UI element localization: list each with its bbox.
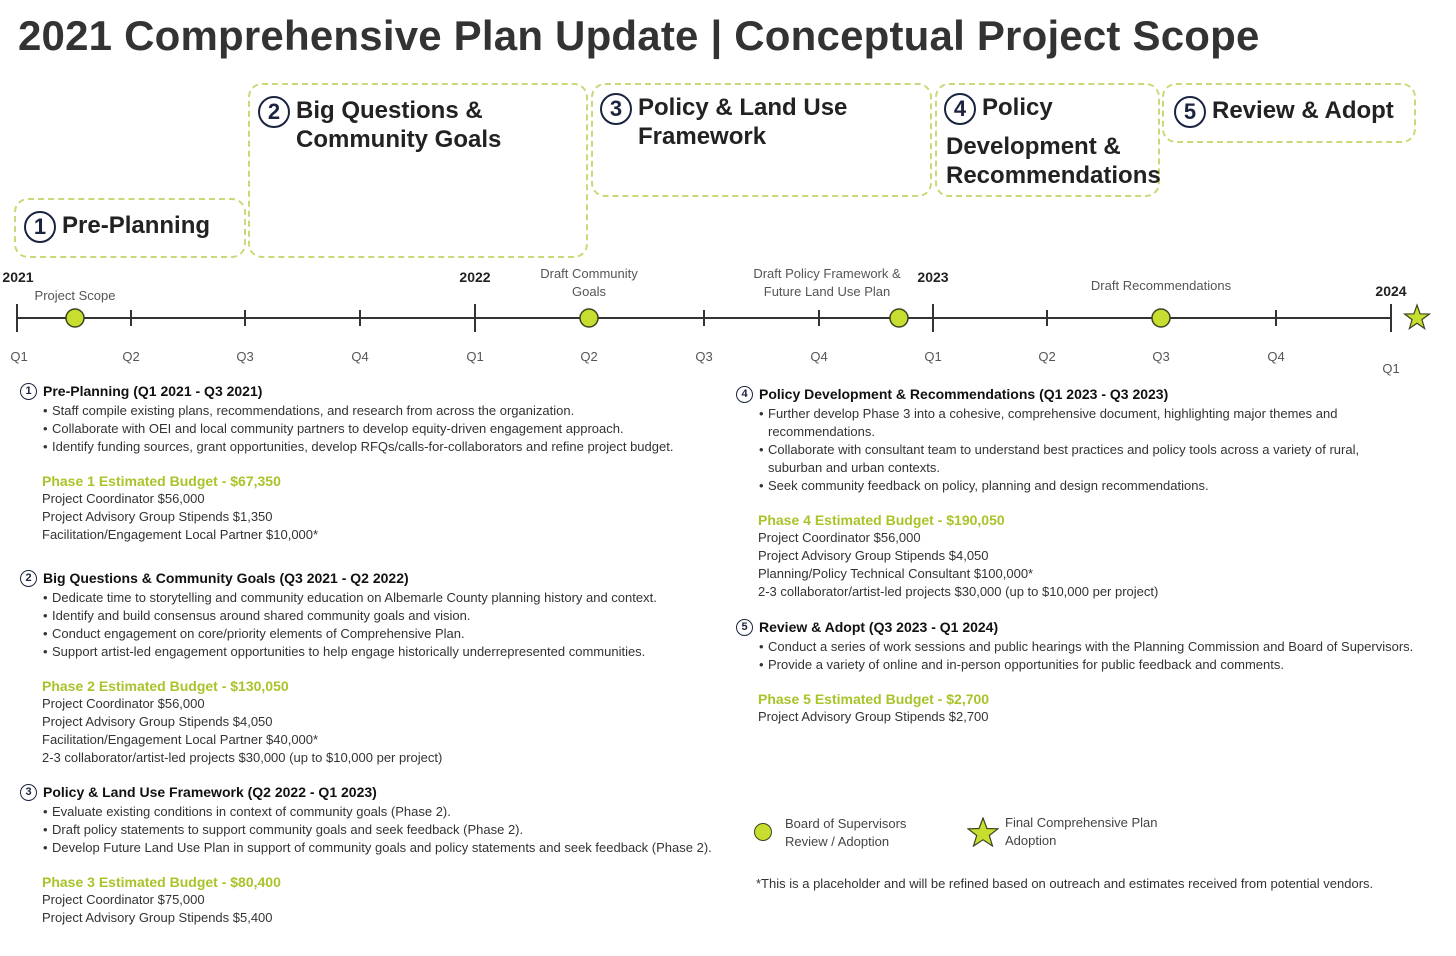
phase-1-header <box>24 211 210 243</box>
quarter-label: Q3 <box>695 349 713 364</box>
budget-item: Facilitation/Engagement Local Partner $40,000* <box>42 732 319 747</box>
phase-1-budget-items <box>42 490 732 544</box>
phase-1-number: 1 <box>24 211 56 243</box>
quarter-label: Q1 <box>10 349 28 364</box>
section-2 <box>25 569 732 767</box>
section-5 <box>741 618 1448 726</box>
phase-5-number: 5 <box>1174 96 1206 128</box>
budget-item: Project Advisory Group Stipends $2,700 <box>758 709 989 724</box>
legend-milestone-dot-icon <box>754 823 772 841</box>
quarter-label: Q4 <box>351 349 369 364</box>
phase-5-header <box>1174 96 1394 128</box>
phase-1-budget-title: Phase 1 Estimated Budget - $67,350 <box>42 473 281 489</box>
budget-item: Project Coordinator $56,000 <box>42 696 205 711</box>
bullet: • Identify funding sources, grant opportunities, develop RFQs/calls-for-collaborators and refine project budget. <box>42 438 732 456</box>
budget-item: Project Coordinator $75,000 <box>42 892 205 907</box>
bullet: • Draft policy statements to support community goals and seek feedback (Phase 2). <box>42 821 722 839</box>
section-5-heading: 5 Review & Adopt (Q3 2023 - Q1 2024) <box>758 618 1448 636</box>
year-label: 2023 <box>917 269 949 285</box>
phase-2-budget-title: Phase 2 Estimated Budget - $130,050 <box>42 678 289 694</box>
footnote: *This is a placeholder and will be refined based on outreach and estimates received from potential vendors. <box>756 876 1374 891</box>
year-label: 2024 <box>1375 283 1407 299</box>
bullet: • Conduct engagement on core/priority elements of Comprehensive Plan. <box>42 625 732 643</box>
milestone-label: Goals <box>572 284 606 299</box>
phase-3-budget-items <box>42 891 722 927</box>
phase-4-budget-items <box>758 529 1398 601</box>
section-3-number: 3 <box>20 784 37 801</box>
section-1-number: 1 <box>20 383 37 400</box>
quarter-label: Q3 <box>236 349 254 364</box>
budget-item: Project Coordinator $56,000 <box>758 530 921 545</box>
quarter-label: Q2 <box>580 349 598 364</box>
section-3-bullets <box>42 803 722 857</box>
bullet: • Further develop Phase 3 into a cohesive, comprehensive document, highlighting major themes and recommendations. <box>758 405 1398 441</box>
section-1-bullets <box>42 402 732 456</box>
bullet: • Conduct a series of work sessions and public hearings with the Planning Commission and Board of Supervisors. <box>758 638 1448 656</box>
milestone-dot <box>66 309 84 327</box>
section-4-number: 4 <box>736 386 753 403</box>
quarter-label: Q4 <box>810 349 828 364</box>
year-label: 2021 <box>2 269 34 285</box>
bullet: • Provide a variety of online and in-person opportunities for public feedback and comments. <box>758 656 1448 674</box>
phase-5-budget-items <box>758 708 1448 726</box>
quarter-label: Q4 <box>1267 349 1285 364</box>
section-4-bullets <box>758 405 1398 495</box>
budget-item: Project Advisory Group Stipends $5,400 <box>42 910 273 925</box>
quarter-label: Q3 <box>1152 349 1170 364</box>
milestone-label: Future Land Use Plan <box>763 284 891 299</box>
budget-item: Project Advisory Group Stipends $4,050 <box>42 714 273 729</box>
section-3-heading: 3 Policy & Land Use Framework (Q2 2022 - Q1 2023) <box>42 783 722 801</box>
year-label: 2022 <box>459 269 491 285</box>
budget-item: 2-3 collaborator/artist-led projects $30,000 (up to $10,000 per project) <box>42 750 443 765</box>
bullet: • Identify and build consensus around shared community goals and vision. <box>42 607 732 625</box>
legend-star-icon <box>967 817 999 847</box>
phase-2-title: Big Questions & Community Goals <box>296 97 502 153</box>
section-3 <box>25 783 722 927</box>
bullet: • Seek community feedback on policy, planning and design recommendations. <box>758 477 1398 495</box>
bullet: • Collaborate with OEI and local community partners to develop equity-driven engagement approach. <box>42 420 732 438</box>
section-2-number: 2 <box>20 570 37 587</box>
phase-1-title: Pre-Planning <box>62 212 211 239</box>
budget-item: Planning/Policy Technical Consultant $100,000* <box>758 566 1034 581</box>
final-adoption-star-icon <box>1405 305 1430 329</box>
section-2-heading: 2 Big Questions & Community Goals (Q3 2021 - Q2 2022) <box>42 569 732 587</box>
bullet: • Support artist-led engagement opportunities to help engage historically underrepresented communities. <box>42 643 732 661</box>
section-2-bullets <box>42 589 732 661</box>
bullet: • Develop Future Land Use Plan in support of community goals and policy statements and seek feedback (Phase 2). <box>42 839 722 857</box>
phase-3-header <box>600 93 847 151</box>
phase-4-title-rest: Development & Recommendations <box>946 133 1161 189</box>
budget-item: Project Advisory Group Stipends $4,050 <box>758 548 989 563</box>
phase-3-budget-title: Phase 3 Estimated Budget - $80,400 <box>42 874 281 890</box>
section-1 <box>25 382 732 544</box>
quarter-label: Q1 <box>1382 361 1400 376</box>
phase-4-title-line1: Policy <box>982 94 1053 121</box>
bullet: • Dedicate time to storytelling and community education on Albemarle County planning history and context. <box>42 589 732 607</box>
phase-5-title: Review & Adopt <box>1212 97 1394 124</box>
milestone-label: Draft Community <box>540 266 638 281</box>
quarter-label: Q2 <box>122 349 140 364</box>
milestone-dot <box>1152 309 1170 327</box>
milestone-label: Draft Policy Framework & <box>753 266 901 281</box>
legend-milestone-label: Board of Supervisors Review / Adoption <box>785 816 907 849</box>
section-5-bullets <box>758 638 1448 674</box>
budget-item: Project Coordinator $56,000 <box>42 491 205 506</box>
milestone-dot <box>580 309 598 327</box>
phase-2-header <box>258 96 501 154</box>
phase-4-header <box>944 93 1053 125</box>
budget-item: 2-3 collaborator/artist-led projects $30,000 (up to $10,000 per project) <box>758 584 1159 599</box>
phase-4-number: 4 <box>944 93 976 125</box>
section-1-heading: 1 Pre-Planning (Q1 2021 - Q3 2021) <box>42 382 732 400</box>
timeline <box>0 255 1456 380</box>
budget-item: Facilitation/Engagement Local Partner $10,000* <box>42 527 319 542</box>
bullet: • Collaborate with consultant team to understand best practices and policy tools across a variety of rural, suburban and urban contexts. <box>758 441 1398 477</box>
phase-2-number: 2 <box>258 96 290 128</box>
milestone-dot <box>890 309 908 327</box>
section-5-number: 5 <box>736 619 753 636</box>
milestone-label: Project Scope <box>34 288 116 303</box>
phase-2-budget-items <box>42 695 732 767</box>
quarter-label: Q2 <box>1038 349 1056 364</box>
section-4 <box>741 385 1398 601</box>
page-title: 2021 Comprehensive Plan Update | Conceptual Project Scope <box>18 12 1260 59</box>
budget-item: Project Advisory Group Stipends $1,350 <box>42 509 273 524</box>
phase-4-budget-title: Phase 4 Estimated Budget - $190,050 <box>758 512 1005 528</box>
milestone-label: Draft Recommendations <box>1090 278 1232 293</box>
bullet: • Staff compile existing plans, recommendations, and research from across the organization. <box>42 402 732 420</box>
section-4-heading: 4 Policy Development & Recommendations (Q1 2023 - Q3 2023) <box>758 385 1398 403</box>
legend-adoption-label: Final Comprehensive Plan Adoption <box>1005 815 1158 848</box>
quarter-label: Q1 <box>466 349 484 364</box>
phase-5-budget-title: Phase 5 Estimated Budget - $2,700 <box>758 691 990 707</box>
phase-3-number: 3 <box>600 93 632 125</box>
bullet: • Evaluate existing conditions in context of community goals (Phase 2). <box>42 803 722 821</box>
phase-3-title: Policy & Land Use Framework <box>638 94 848 150</box>
quarter-label: Q1 <box>924 349 942 364</box>
